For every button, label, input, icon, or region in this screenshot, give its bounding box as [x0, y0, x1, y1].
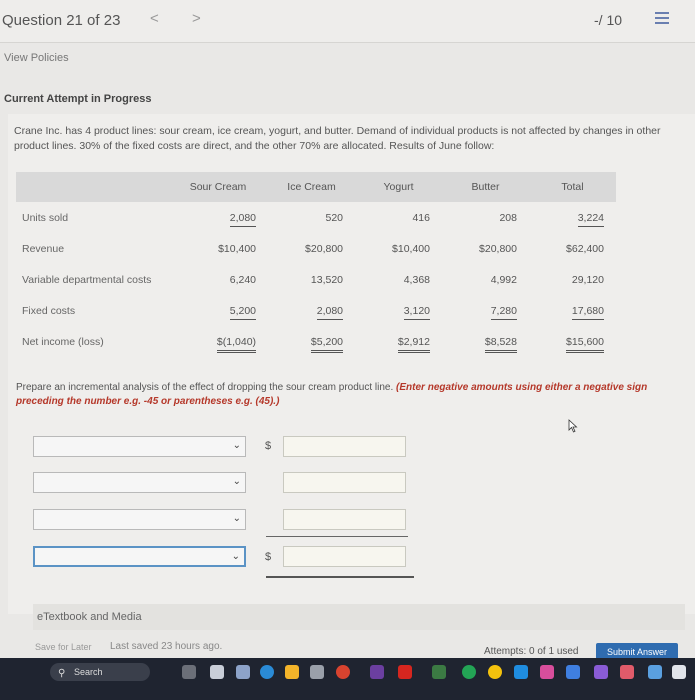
- table-cell: 4,368: [403, 273, 430, 286]
- table-cell: $20,800: [479, 242, 517, 255]
- question-score: -/ 10: [594, 12, 623, 28]
- search-icon: ⚲: [58, 668, 66, 679]
- table-cell: 4,992: [490, 273, 517, 286]
- table-cell: 520: [325, 211, 344, 224]
- table-header: [16, 172, 168, 202]
- table-row: [16, 326, 616, 357]
- table-cell: $20,800: [305, 242, 344, 255]
- taskbar-app-icon[interactable]: [310, 665, 324, 679]
- problem-intro: Crane Inc. has 4 product lines: sour cream, ice cream, yogurt, and butter. Demand of individual products is not affected by changes in other product lines. 30% of the fixed costs are direct, and the other 70% are allocated. Results of June follow:: [14, 125, 661, 152]
- amount-input-2[interactable]: [283, 472, 406, 493]
- save-for-later-button[interactable]: Save for Later: [35, 642, 92, 652]
- taskbar-app-icon[interactable]: [398, 665, 412, 679]
- dollar-sign: $: [265, 440, 272, 452]
- table-cell: $15,600: [566, 336, 604, 353]
- chevron-down-icon: ⌄: [231, 551, 240, 562]
- row-label: Net income (loss): [22, 335, 104, 348]
- taskbar-app-icon[interactable]: [648, 665, 662, 679]
- table-cell: 6,240: [229, 273, 257, 286]
- chevron-down-icon: ⌄: [232, 513, 241, 524]
- top-bar: [0, 0, 695, 43]
- table-cell: 416: [412, 211, 430, 224]
- table-row: [16, 233, 616, 264]
- taskbar-app-icon[interactable]: [462, 665, 476, 679]
- results-table: [16, 172, 616, 357]
- table-cell: $10,400: [392, 242, 430, 255]
- taskbar-app-icon[interactable]: [432, 665, 446, 679]
- table-cell: 208: [499, 211, 517, 224]
- table-header: Butter: [442, 172, 529, 202]
- etextbook-media-link[interactable]: eTextbook and Media: [33, 604, 685, 630]
- prompt-instruction: (Enter negative amounts using either a negative sign preceding the number e.g. -45 or parentheses e.g. (45).): [16, 382, 648, 407]
- amount-input-4[interactable]: [283, 546, 406, 567]
- chevron-down-icon: ⌄: [232, 476, 241, 487]
- view-policies-link[interactable]: View Policies: [4, 52, 69, 64]
- table-row: [16, 202, 616, 233]
- table-header: Total: [529, 172, 616, 202]
- table-header-row: [16, 172, 616, 202]
- prev-question-button[interactable]: <: [150, 10, 159, 27]
- table-cell: $10,400: [218, 242, 257, 255]
- question-number: Question 21 of 23: [2, 12, 121, 29]
- dollar-sign: $: [265, 551, 272, 563]
- item-select-2[interactable]: [33, 472, 246, 493]
- taskbar-app-icon[interactable]: [182, 665, 196, 679]
- taskbar-app-icon[interactable]: [236, 665, 250, 679]
- taskbar-app-icon[interactable]: [540, 665, 554, 679]
- table-cell: 3,224: [578, 212, 604, 227]
- table-header: Ice Cream: [268, 172, 355, 202]
- table-cell: $(1,040): [217, 336, 256, 353]
- taskbar-app-icon[interactable]: [336, 665, 350, 679]
- mouse-cursor-icon: [568, 419, 578, 433]
- row-label: Revenue: [22, 242, 65, 255]
- table-cell: 17,680: [572, 305, 604, 320]
- table-cell: $5,200: [311, 336, 343, 353]
- table-cell: 2,080: [317, 305, 343, 320]
- instructions: [16, 381, 686, 409]
- chevron-down-icon: ⌄: [232, 440, 241, 451]
- item-select-1[interactable]: [33, 436, 246, 457]
- item-select-3[interactable]: [33, 509, 246, 530]
- table-header: Sour Cream: [168, 172, 268, 202]
- amount-input-1[interactable]: [283, 436, 406, 457]
- table-cell: 7,280: [491, 305, 517, 320]
- taskbar-search-label: Search: [74, 667, 103, 677]
- row-label: Variable departmental costs: [22, 273, 152, 286]
- table-cell: 2,080: [230, 212, 256, 227]
- attempt-status: Current Attempt in Progress: [4, 93, 152, 105]
- last-saved-status: Last saved 23 hours ago.: [110, 641, 223, 652]
- taskbar-app-icon[interactable]: [488, 665, 502, 679]
- table-cell: 13,520: [310, 273, 344, 286]
- table-header: Yogurt: [355, 172, 442, 202]
- item-select-4[interactable]: [33, 546, 246, 567]
- amount-input-3[interactable]: [283, 509, 406, 530]
- taskbar-folder-icon[interactable]: [285, 665, 299, 679]
- attempts-count: Attempts: 0 of 1 used: [484, 646, 579, 657]
- table-cell: $8,528: [485, 336, 517, 353]
- taskbar-app-icon[interactable]: [620, 665, 634, 679]
- taskbar-app-icon[interactable]: [566, 665, 580, 679]
- question-list-icon[interactable]: [655, 12, 669, 26]
- row-label: Units sold: [22, 211, 69, 224]
- taskbar-search[interactable]: [50, 663, 150, 681]
- table-row: [16, 295, 616, 326]
- table-cell: $62,400: [566, 242, 604, 255]
- next-question-button[interactable]: >: [192, 10, 201, 27]
- subtotal-rule: [266, 536, 408, 537]
- table-cell: $2,912: [398, 336, 430, 353]
- table-row: [16, 264, 616, 295]
- table-cell: 5,200: [230, 305, 256, 320]
- table-cell: 3,120: [404, 305, 430, 320]
- total-rule: [266, 576, 414, 578]
- taskbar-app-icon[interactable]: [370, 665, 384, 679]
- taskbar-app-icon[interactable]: [514, 665, 528, 679]
- prompt-text: Prepare an incremental analysis of the effect of dropping the sour cream product line.: [16, 382, 394, 393]
- table-cell: 29,120: [571, 273, 604, 286]
- taskbar-app-icon[interactable]: [260, 665, 274, 679]
- row-label: Fixed costs: [22, 304, 76, 317]
- submit-answer-button[interactable]: Submit Answer: [596, 643, 678, 661]
- taskbar-app-icon[interactable]: [672, 665, 686, 679]
- taskbar-app-icon[interactable]: [210, 665, 224, 679]
- taskbar-app-icon[interactable]: [594, 665, 608, 679]
